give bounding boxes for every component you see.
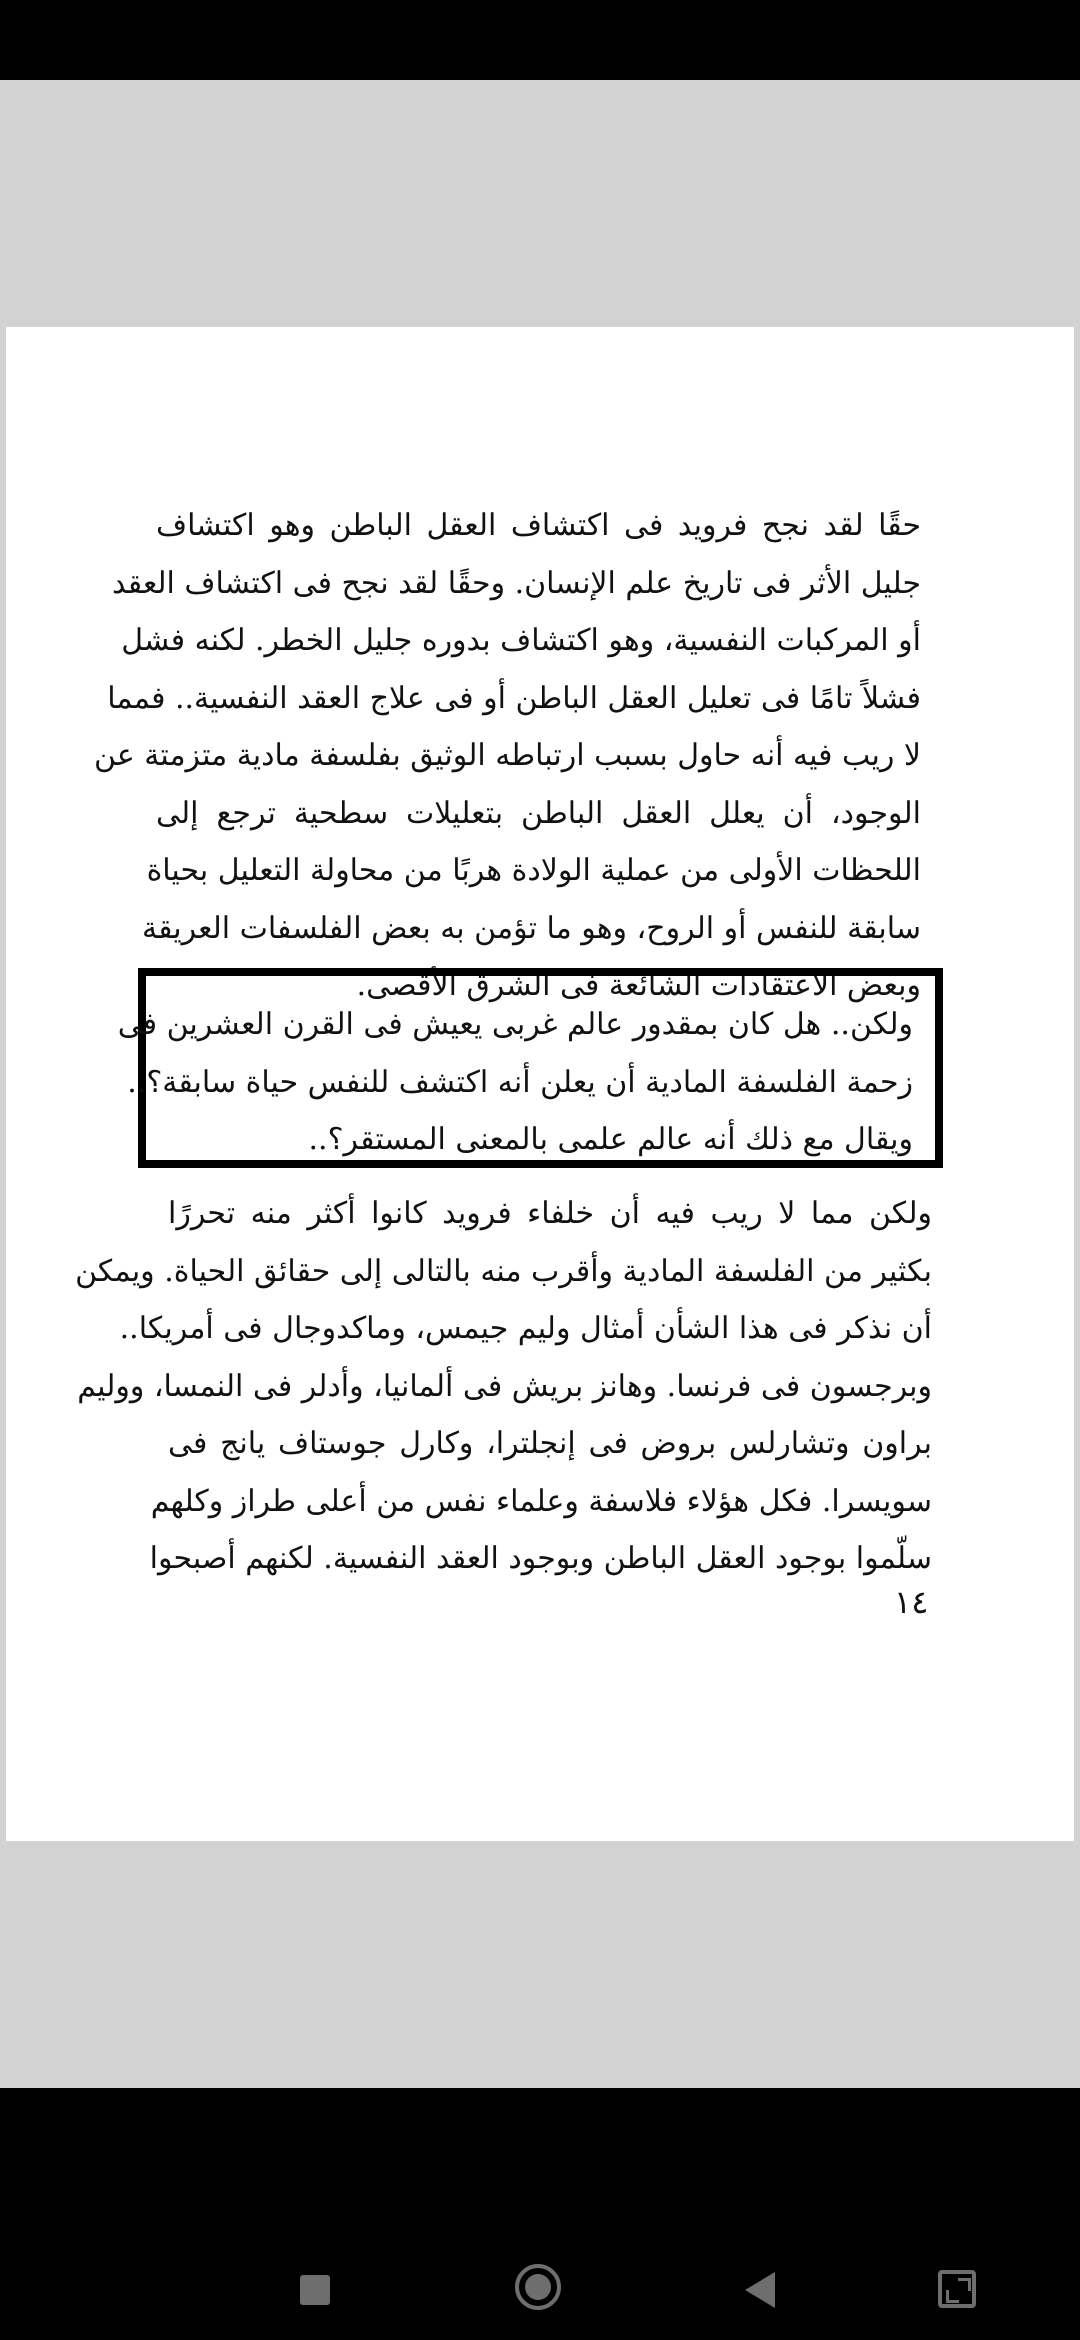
- boxed-quote: [117, 968, 943, 1168]
- document-page[interactable]: [6, 327, 1074, 1841]
- paragraph-2: [75, 1185, 932, 1588]
- boxed-quote-text: [117, 996, 913, 1169]
- text-line: حقًا لقد نجح فرويد فى اكتشاف العقل الباطن وهو اكتشاف: [156, 508, 921, 543]
- page-number: ١٤: [894, 1583, 929, 1621]
- text-line: أن نذكر فى هذا الشأن أمثال وليم جيمس، وماكدوجال فى أمريكا..: [119, 1311, 932, 1346]
- triangle-back-icon[interactable]: [745, 2272, 775, 2308]
- text-line: فشلاً تامًا فى تعليل العقل الباطن أو فى علاج العقد النفسية.. فمما: [107, 680, 921, 716]
- status-bar: [0, 0, 1080, 80]
- text-line: ولكن.. هل كان بمقدور عالم غربى يعيش فى القرن العشرين فى: [117, 1007, 913, 1042]
- text-line: سويسرا. فكل هؤلاء فلاسفة وعلماء نفس من أعلى طراز وكلهم: [150, 1483, 932, 1519]
- text-line: اللحظات الأولى من عملية الولادة هربًا من محاولة التعليل بحياة: [146, 853, 921, 888]
- rotate-screen-icon[interactable]: [938, 2270, 976, 2308]
- text-line: بكثير من الفلسفة المادية وأقرب منه بالتالى إلى حقائق الحياة. ويمكن: [75, 1253, 932, 1289]
- text-line: وبعض الاعتقادات الشائعة فى الشرق الأقصى.: [356, 968, 921, 1003]
- square-icon[interactable]: [300, 2275, 330, 2305]
- paragraph-1: [94, 497, 921, 1015]
- text-line: جليل الأثر فى تاريخ علم الإنسان. وحقًا لقد نجح فى اكتشاف العقد: [112, 565, 921, 601]
- text-line: أو المركبات النفسية، وهو اكتشاف بدوره جليل الخطر. لكنه فشل: [121, 623, 921, 658]
- text-line: سلّموا بوجود العقل الباطن وبوجود العقد النفسية. لكنهم أصبحوا: [149, 1541, 932, 1576]
- text-line: زحمة الفلسفة المادية أن يعلن أنه اكتشف للنفس حياة سابقة؟..: [127, 1064, 913, 1100]
- text-line: لا ريب فيه أنه حاول بسبب ارتباطه الوثيق بفلسفة مادية متزمتة عن: [94, 738, 921, 773]
- text-line: براون وتشارلس بروض فى إنجلترا، وكارل جوستاف يانج فى: [168, 1426, 932, 1461]
- circle-home-icon[interactable]: [515, 2264, 561, 2310]
- text-line: الوجود، أن يعلل العقل الباطن بتعليلات سطحية ترجع إلى: [156, 795, 921, 831]
- text-line: ولكن مما لا ريب فيه أن خلفاء فرويد كانوا أكثر منه تحررًا: [168, 1196, 932, 1231]
- text-line: وبرجسون فى فرنسا. وهانز بريش فى ألمانيا، وأدلر فى النمسا، ووليم: [77, 1368, 932, 1404]
- navigation-bar: [0, 2088, 1080, 2340]
- text-line: ويقال مع ذلك أنه عالم علمى بالمعنى المستقر؟..: [308, 1122, 913, 1157]
- text-line: سابقة للنفس أو الروح، وهو ما تؤمن به بعض الفلسفات العريقة: [142, 910, 921, 946]
